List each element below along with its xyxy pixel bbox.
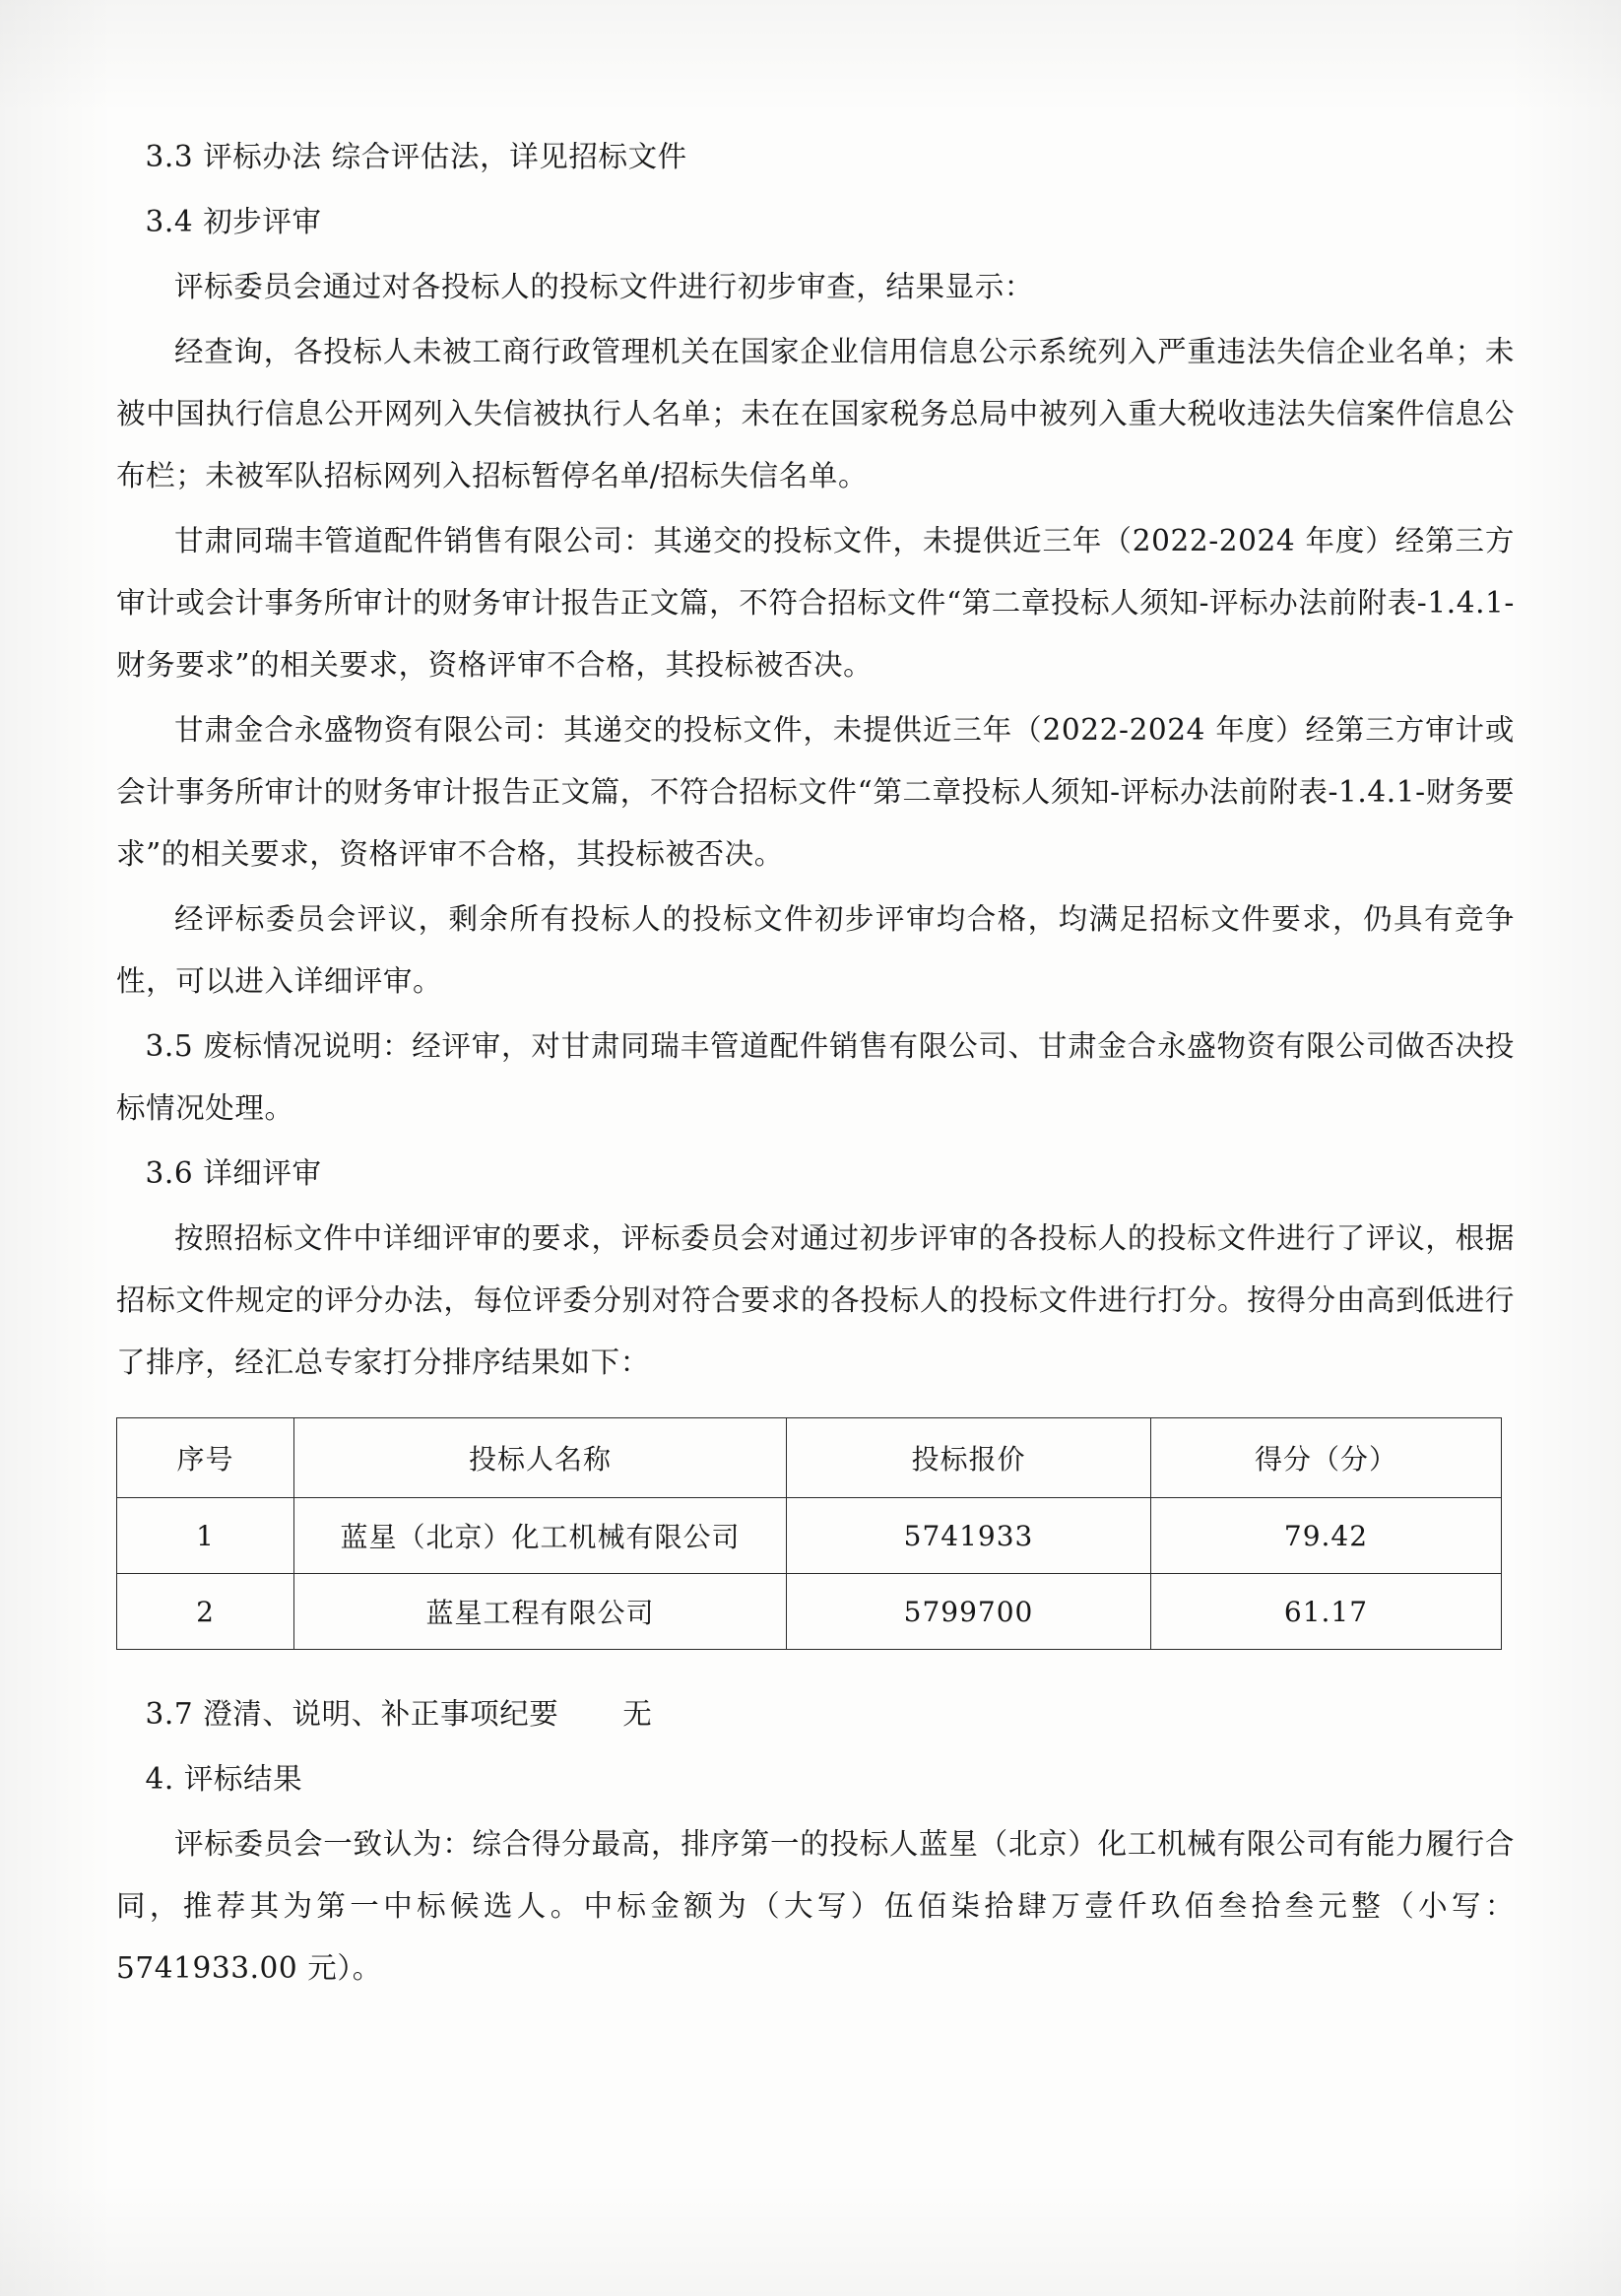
cell-bid-price: 5741933: [787, 1498, 1151, 1574]
table-header-row: [117, 1418, 1502, 1498]
column-header-bid-price: 投标报价: [787, 1418, 1151, 1498]
section-3-5: 3.5 废标情况说明：经评审，对甘肃同瑞丰管道配件销售有限公司、甘肃金合永盛物资有限公司做否决投标情况处理。: [116, 1029, 1515, 1125]
cell-bidder-name: 蓝星工程有限公司: [294, 1574, 787, 1650]
section-3-4-heading: 3.4 初步评审: [145, 205, 322, 238]
table-row: [117, 1574, 1502, 1650]
section-3-6-heading: 3.6 详细评审: [145, 1156, 322, 1190]
section-4-paragraph-1: 评标委员会一致认为：综合得分最高，排序第一的投标人蓝星（北京）化工机械有限公司有能力履行合同，推荐其为第一中标候选人。中标金额为（大写）伍佰柒拾肆万壹仟玖佰叁拾叁元整（小写：5741933.00 元）。: [116, 1827, 1515, 1985]
cell-index: 1: [117, 1498, 294, 1574]
cell-score: 61.17: [1151, 1574, 1502, 1650]
cell-bid-price: 5799700: [787, 1574, 1151, 1650]
section-3-7-value: 无: [622, 1697, 653, 1731]
section-3-6-paragraph-1: 按照招标文件中详细评审的要求，评标委员会对通过初步评审的各投标人的投标文件进行了评议，根据招标文件规定的评分办法，每位评委分别对符合要求的各投标人的投标文件进行打分。按得分由高到低进行了排序，经汇总专家打分排序结果如下：: [116, 1221, 1515, 1379]
cell-score: 79.42: [1151, 1498, 1502, 1574]
column-header-bidder-name: 投标人名称: [294, 1418, 787, 1498]
column-header-score: 得分（分）: [1151, 1418, 1502, 1498]
column-header-index: 序号: [117, 1418, 294, 1498]
score-table-container: [116, 1417, 1515, 1650]
bid-score-table: [116, 1417, 1502, 1650]
cell-index: 2: [117, 1574, 294, 1650]
section-3-4-paragraph-4: 经评标委员会评议，剩余所有投标人的投标文件初步评审均合格，均满足招标文件要求，仍具有竞争性，可以进入详细评审。: [116, 902, 1515, 998]
section-3-4-paragraph-2: 甘肃同瑞丰管道配件销售有限公司：其递交的投标文件，未提供近三年（2022-2024 年度）经第三方审计或会计事务所审计的财务审计报告正文篇，不符合招标文件“第二章投标人须知-评标办法前附表-1.4.1-财务要求”的相关要求，资格评审不合格，其投标被否决。: [116, 524, 1515, 682]
cell-bidder-name: 蓝星（北京）化工机械有限公司: [294, 1498, 787, 1574]
document-body: [116, 126, 1515, 2000]
section-3-7-label: 3.7 澄清、说明、补正事项纪要: [145, 1697, 559, 1731]
section-4-heading: 4. 评标结果: [145, 1762, 303, 1796]
section-3-4-paragraph-1: 经查询，各投标人未被工商行政管理机关在国家企业信用信息公示系统列入严重违法失信企业名单；未被中国执行信息公开网列入失信被执行人名单；未在在国家税务总局中被列入重大税收违法失信案件信息公布栏；未被军队招标网列入招标暂停名单/招标失信名单。: [116, 335, 1515, 492]
section-3-4-intro: 评标委员会通过对各投标人的投标文件进行初步审查，结果显示：: [174, 270, 1034, 303]
table-row: [117, 1498, 1502, 1574]
section-3-4-paragraph-3: 甘肃金合永盛物资有限公司：其递交的投标文件，未提供近三年（2022-2024 年度）经第三方审计或会计事务所审计的财务审计报告正文篇，不符合招标文件“第二章投标人须知-评标办法前附表-1.4.1-财务要求”的相关要求，资格评审不合格，其投标被否决。: [116, 713, 1515, 871]
section-3-7: [116, 1683, 1515, 1745]
section-3-3: 3.3 评标办法 综合评估法，详见招标文件: [145, 140, 687, 173]
